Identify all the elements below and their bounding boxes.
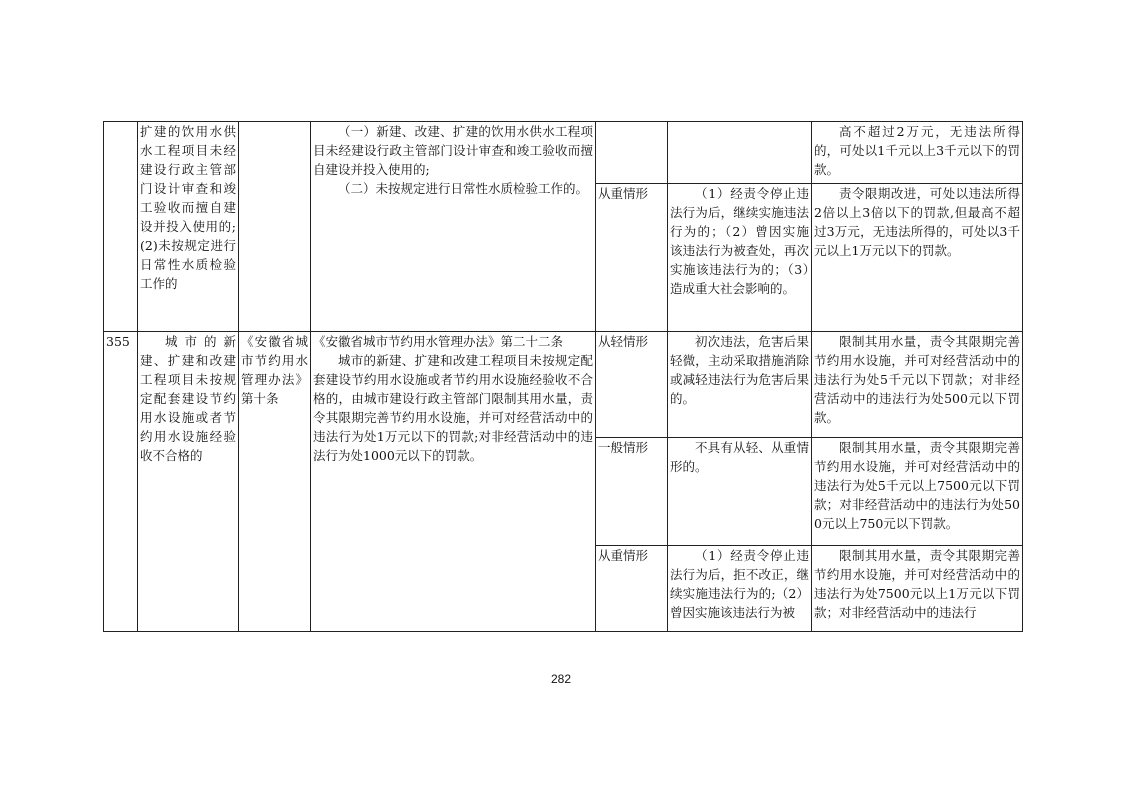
penalty-clause-cell: [311, 332, 596, 632]
violation-item-cell: [138, 332, 239, 632]
clause-body: 城市的新建、扩建和改建工程项目未按规定配套建设节约用水设施或者节约用水设施经验收不合格的，由城市建设行政主管部门限制其用水量，责令其限期完善节约用水设施，并可对经营活动中的违法行为处1万元以下的罚款;对非经营活动中的违法行为处1000元以下的罚款。: [313, 353, 593, 463]
circumstance-type-label: 一般情形: [598, 440, 649, 455]
penalty-standard-text: 高不超过2万元，无违法所得的，可处以1千元以上3千元以下的罚款。: [814, 124, 1020, 177]
penalty-standards-table: [103, 121, 1023, 632]
penalty-standard-text: 限制其用水量，责令其限期完善节约用水设施，并可对经营活动中的违法行为处5千元以上7500元以下罚款；对非经营活动中的违法行为处500元以上750元以下罚款。: [814, 440, 1020, 531]
penalty-standard-cell: [812, 332, 1023, 438]
item-number: 355: [106, 334, 130, 349]
item-number-cell: [104, 122, 138, 332]
circumstance-type-cell: [596, 332, 668, 438]
circumstance-condition-text: （1）经责令停止违法行为后，继续实施违法行为的；（2）曾因实施该违法行为被查处，再次实施该违法行为的；（3）造成重大社会影响的。: [670, 186, 809, 296]
clause-paragraph-2: （二）未按规定进行日常性水质检验工作的。: [338, 181, 589, 196]
circumstance-type-label: 从重情形: [598, 186, 649, 201]
clause-paragraph-1: （一）新建、改建、扩建的饮用水供水工程项目未经建设行政主管部门设计审查和竣工验收而擅自建设并投入使用的;: [313, 124, 593, 177]
item-number-cell: [104, 332, 138, 632]
table-row-continued: [104, 122, 1023, 184]
circumstance-condition-text: （1）经责令停止违法行为后，拒不改正，继续实施违法行为的;（2）曾因实施该违法行为被: [670, 548, 809, 620]
circumstance-type-cell: [596, 438, 668, 546]
circumstance-type-cell: [596, 122, 668, 184]
circumstance-condition-text: 初次违法，危害后果轻微，主动采取措施消除或减轻违法行为危害后果的。: [670, 334, 809, 406]
penalty-clause-cell: [311, 122, 596, 332]
violation-item-text: 扩建的饮用水供水工程项目未经建设行政主管部门设计审查和竣工验收而擅自建设并投入使用的;(2)未按规定进行日常性水质检验工作的: [140, 124, 236, 291]
penalty-standard-cell: [812, 438, 1023, 546]
penalty-standard-text: 限制其用水量，责令其限期完善节约用水设施，并可对经营活动中的违法行为处7500元以上1万元以下罚款；对非经营活动中的违法行: [814, 548, 1020, 620]
legal-basis-text: 《安徽省城市节约用水管理办法》第十条: [241, 334, 308, 406]
circumstance-condition-cell: [668, 546, 812, 632]
penalty-standard-cell: [812, 184, 1023, 332]
penalty-standard-cell: [812, 546, 1023, 632]
legal-basis-cell: [239, 122, 311, 332]
circumstance-type-cell: [596, 546, 668, 632]
circumstance-condition-text: 不具有从轻、从重情形的。: [670, 440, 809, 474]
violation-item-text: 城市的新建、扩建和改建工程项目未按规定配套建设节约用水设施或者节约用水设施经验收不合格的: [140, 334, 236, 463]
legal-basis-cell: [239, 332, 311, 632]
violation-item-cell: [138, 122, 239, 332]
circumstance-type-cell: [596, 184, 668, 332]
table-row-355-light: [104, 332, 1023, 438]
circumstance-condition-cell: [668, 184, 812, 332]
circumstance-type-label: 从轻情形: [598, 334, 649, 349]
page-number: 282: [550, 672, 572, 686]
circumstance-type-label: 从重情形: [598, 548, 649, 563]
penalty-standard-cell: [812, 122, 1023, 184]
clause-title: 《安徽省城市节约用水管理办法》第二十二条: [313, 334, 564, 349]
penalty-standard-text: 责令限期改进，可处以违法所得2倍以上3倍以下的罚款,但最高不超过3万元，无违法所得的，可处以3千元以上1万元以下的罚款。: [814, 186, 1020, 258]
circumstance-condition-cell: [668, 332, 812, 438]
circumstance-condition-cell: [668, 122, 812, 184]
penalty-standard-text: 限制其用水量，责令其限期完善节约用水设施，并可对经营活动中的违法行为处5千元以下罚款；对非经营活动中的违法行为处500元以下罚款。: [814, 334, 1020, 425]
circumstance-condition-cell: [668, 438, 812, 546]
